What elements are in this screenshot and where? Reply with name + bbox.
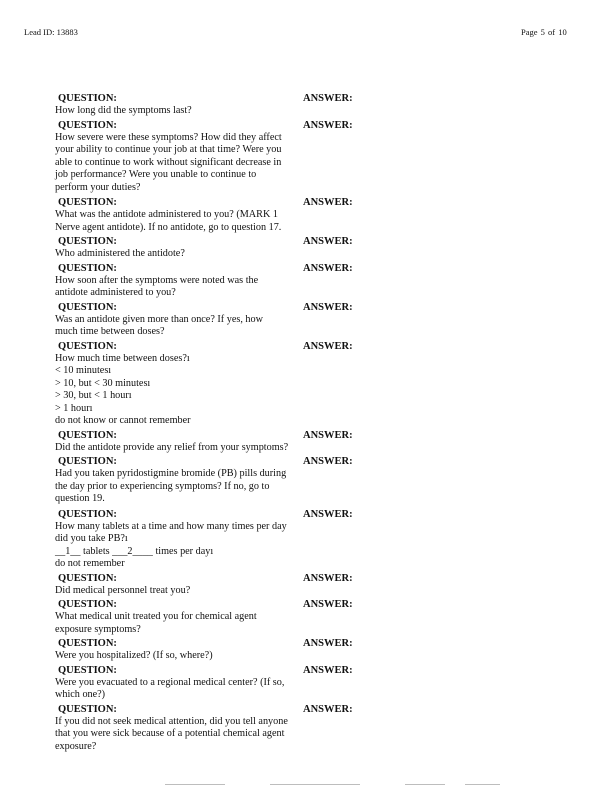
question-line: How severe were these symptoms? How did they affect [55, 131, 282, 143]
question-text [55, 468, 289, 506]
question-text [55, 132, 289, 195]
question-text [55, 275, 289, 300]
question-text [55, 209, 289, 234]
qa-item [55, 263, 365, 300]
footer-marks [165, 784, 505, 787]
question-line: much time between doses? [55, 326, 165, 337]
question-label: QUESTION: [58, 572, 117, 584]
question-label: QUESTION: [58, 429, 117, 441]
question-line: the day prior to experiencing symptoms? If no, go to [55, 480, 270, 492]
answer-label: ANSWER: [303, 236, 353, 247]
question-line: How many tablets at a time and how many times per day [55, 520, 287, 532]
question-label: QUESTION: [58, 93, 117, 104]
question-line: < 10 minutesı [55, 365, 112, 376]
answer-label: ANSWER: [303, 508, 353, 520]
question-line: do not remember [55, 558, 125, 569]
question-line: job performance? Were you unable to continue to [55, 169, 257, 180]
question-text [55, 353, 289, 428]
question-label: QUESTION: [58, 340, 117, 352]
question-line: did you take PB?ı [55, 533, 128, 544]
qa-item [55, 93, 365, 118]
qa-item [55, 341, 365, 428]
question-text [55, 105, 289, 118]
question-text [55, 585, 289, 598]
question-line: If you did not seek medical attention, did you tell anyone [55, 715, 288, 727]
question-line: Nerve agent antidote). If no antidote, go to question 17. [55, 221, 282, 233]
question-text [55, 442, 289, 455]
question-line: question 19. [55, 493, 105, 504]
question-line: which one?) [55, 689, 106, 700]
question-line: How soon after the symptoms were noted was the [55, 274, 259, 286]
answer-label: ANSWER: [303, 664, 353, 676]
question-label: QUESTION: [58, 599, 117, 610]
question-line: > 10, but < 30 minutesı [55, 377, 151, 389]
question-line: How long did the symptoms last? [55, 105, 192, 116]
qa-item [55, 665, 365, 702]
question-line: Did medical personnel treat you? [55, 584, 191, 596]
question-line: How much time between doses?ı [55, 352, 190, 364]
answer-label: ANSWER: [303, 638, 353, 649]
question-label: QUESTION: [58, 197, 117, 208]
question-line: Were you hospitalized? (If so, where?) [55, 650, 213, 661]
question-line: antidote administered to you? [55, 287, 176, 298]
question-label: QUESTION: [58, 262, 117, 274]
question-line: Had you taken pyridostigmine bromide (PB) pills during [55, 468, 287, 479]
answer-label: ANSWER: [303, 572, 353, 584]
answer-label: ANSWER: [303, 456, 353, 467]
answer-label: ANSWER: [303, 340, 353, 352]
answer-label: ANSWER: [303, 197, 353, 208]
question-line: Who administered the antidote? [55, 248, 185, 259]
answer-label: ANSWER: [303, 703, 353, 715]
qa-item [55, 509, 365, 571]
question-line: > 1 hourı [55, 402, 93, 414]
question-line: What medical unit treated you for chemical agent [55, 611, 257, 622]
question-line: Were you evacuated to a regional medical center? (If so, [55, 676, 285, 688]
question-line: that you were sick because of a potential chemical agent [55, 728, 285, 739]
qa-item [55, 236, 365, 261]
qa-item [55, 573, 365, 598]
qa-item [55, 302, 365, 339]
page-number: Page 5 of 10 [521, 27, 567, 37]
question-line: exposure? [55, 740, 97, 752]
question-line: do not know or cannot remember [55, 415, 191, 426]
question-text [55, 650, 289, 663]
question-label: QUESTION: [58, 456, 117, 467]
question-label: QUESTION: [58, 638, 117, 649]
answer-label: ANSWER: [303, 119, 353, 131]
question-label: QUESTION: [58, 703, 117, 715]
question-text [55, 248, 289, 261]
question-label: QUESTION: [58, 664, 117, 676]
answer-label: ANSWER: [303, 262, 353, 274]
question-line: able to continue to work without significant decrease in [55, 156, 282, 168]
question-label: QUESTION: [58, 119, 117, 131]
qa-item [55, 120, 365, 195]
question-line: __1__ tablets ___2____ times per dayı [55, 545, 214, 557]
question-line: perform your duties? [55, 181, 141, 193]
qa-item [55, 197, 365, 234]
question-text [55, 611, 289, 636]
qa-item [55, 704, 365, 754]
question-text [55, 521, 289, 571]
answer-label: ANSWER: [303, 301, 353, 313]
qa-item [55, 456, 365, 506]
lead-id: Lead ID: 13883 [24, 27, 78, 37]
question-line: exposure symptoms? [55, 623, 141, 635]
answer-label: ANSWER: [303, 93, 353, 104]
question-label: QUESTION: [58, 236, 117, 247]
qa-item [55, 638, 365, 663]
question-line: Did the antidote provide any relief from your symptoms? [55, 441, 289, 453]
qa-item [55, 430, 365, 455]
question-label: QUESTION: [58, 301, 117, 313]
answer-label: ANSWER: [303, 429, 353, 441]
qa-item [55, 599, 365, 636]
answer-label: ANSWER: [303, 599, 353, 610]
question-text [55, 677, 289, 702]
question-line: > 30, but < 1 hourı [55, 390, 132, 401]
question-line: Was an antidote given more than once? If yes, how [55, 313, 263, 325]
question-text [55, 314, 289, 339]
question-label: QUESTION: [58, 508, 117, 520]
question-text [55, 716, 289, 754]
question-line: your ability to continue your job at that time? Were you [55, 144, 282, 155]
question-line: What was the antidote administered to you? (MARK 1 [55, 209, 278, 220]
questionnaire [55, 93, 365, 753]
